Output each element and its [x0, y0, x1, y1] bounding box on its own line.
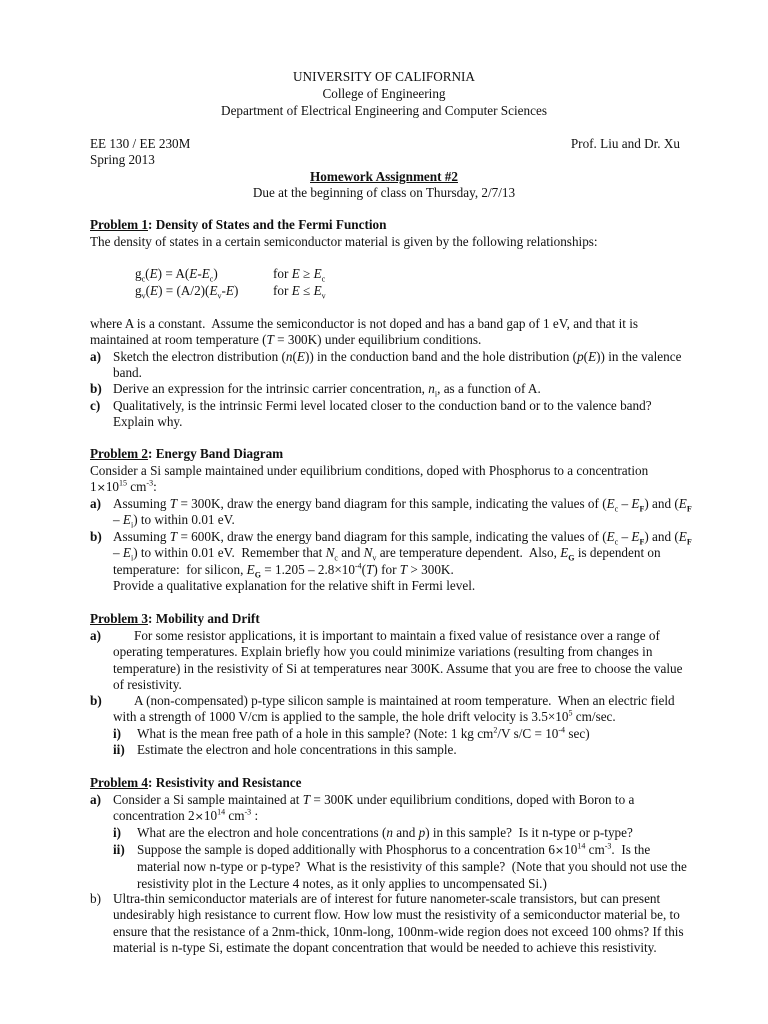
problem-2-a: a) Assuming T = 300K, draw the energy band diagram for this sample, indicating the values of $(E_c - E_F)$ and $(E_F - E_i)$ to within 0.01 eV. [90, 496, 692, 531]
problem-2-intro: Consider a Si sample maintained under equilibrium conditions, doped with Phosphorus to a concentration $1\times 10^{15}$ $cm^{-3}$: [90, 463, 649, 495]
problem-1-b: b) Derive an expression for the intrinsic carrier concentration, $n_i$, as a function of A. [90, 381, 541, 399]
equation-gc: $g_c(E) = A(E-E_c)$ for $E \ge E_c$ [135, 266, 326, 284]
problem-3-b-i: i) What is the mean free path of a hole in this sample? (Note: 1 kg $cm^2/V$ $s/C = 10^{-4}$ sec) [113, 725, 590, 741]
problem-3-b-ii: ii) Estimate the electron and hole concentrations in this sample. [113, 742, 457, 757]
problem-1-a: a) Sketch the electron distribution (n(E)) in the conduction band and the hole distribution (p(E)) in the valence band. [90, 349, 682, 381]
equation-gv: $g_v(E) = (A/2)(E_v-E)$ for $E \le E_v$ [135, 283, 326, 301]
university-name: UNIVERSITY OF CALIFORNIA [293, 69, 475, 84]
assignment-title: Homework Assignment #2 [310, 169, 458, 184]
problem-3-a: a) For some resistor applications, it is important to maintain a fixed value of resistance over a range of operating temperatures. Explain briefly how you could minimize variations (resulting from changes in temperature) in the resistivity of Si at temperatures near 300K. Assume that you are free to choose the value of resistivity. [90, 628, 683, 693]
problem-3-heading: Problem 3: Mobility and Drift [90, 611, 260, 626]
instructors: Prof. Liu and Dr. Xu [570, 136, 680, 151]
problem-3-b: b) A (non-compensated) p-type silicon sample is maintained at room temperature. When an electric field with a strength of 1000 V/cm is applied to the sample, the hole drift velocity is $3.5\times 10^5$ cm/sec. [90, 693, 675, 725]
problem-4-b: b) Ultra-thin semiconductor materials are of interest for future nanometer-scale transistors, but can present undesirably high resistance to current flow. How low must the resistivity of a semiconductor material be, to ensure that the resistance of a 2nm-thick, 10nm-long, 100nm-wide region does not exceed 100 ohms? If this material is n-type Si, estimate the dopant concentration that would be needed to achieve this resistivity. [90, 891, 684, 956]
course-code: EE 130 / EE 230M [90, 136, 191, 151]
problem-4-heading: Problem 4: Resistivity and Resistance [90, 775, 302, 790]
department-name: Department of Electrical Engineering and Computer Sciences [221, 103, 547, 118]
term: Spring 2013 [90, 152, 155, 167]
college-name: College of Engineering [322, 86, 446, 101]
problem-1-heading: Problem 1: Density of States and the Fermi Function [90, 217, 387, 232]
problem-4-a: a) Consider a Si sample maintained at T = 300K under equilibrium conditions, doped with Boron to a concentration $2\times 10^{14}$ $cm^{-3}$ : [90, 792, 635, 824]
problem-1-body: where A is a constant. Assume the semiconductor is not doped and has a band gap of 1 eV, and that it is maintained at room temperature (T = 300K) under equilibrium conditions. [90, 316, 639, 348]
problem-4-a-ii: ii) Suppose the sample is doped additionally with Phosphorus to a concentration $6\times 10^{14}$ $cm^{-3}$. Is the material now n-type or p-type? What is the resistivity of this sample? (Note that you should not use the resistivity plot in the Lecture 4 notes, as it only applies to uncompensated Si.) [113, 841, 687, 891]
problem-1-intro: The density of states in a certain semiconductor material is given by the following relationships: [90, 234, 598, 249]
problem-2-heading: Problem 2: Energy Band Diagram [90, 446, 284, 461]
course-row [90, 136, 680, 152]
due-date: Due at the beginning of class on Thursday, 2/7/13 [252, 185, 516, 200]
problem-1-c: c) Qualitatively, is the intrinsic Fermi level located closer to the conduction band or to the valence band? Explain why. [90, 398, 652, 430]
problem-4-a-i: i) What are the electron and hole concentrations (n and p) in this sample? Is it n-type or p-type? [113, 825, 633, 840]
problem-2-b: b) Assuming T = 600K, draw the energy band diagram for this sample, indicating the values of $(E_c - E_F)$ and $(E_F - E_i)$ to within 0.01 eV. Remember that $N_c$ and $N_v$ are temperature dependent. Also, $E_G$ is dependent on temperature: for silicon, $E_G = 1.205 - 2.8\times 10^{-4}(T)$ for T > 300K. Provide a qualitative explanation for the relative shift in Fermi level. [90, 529, 692, 594]
